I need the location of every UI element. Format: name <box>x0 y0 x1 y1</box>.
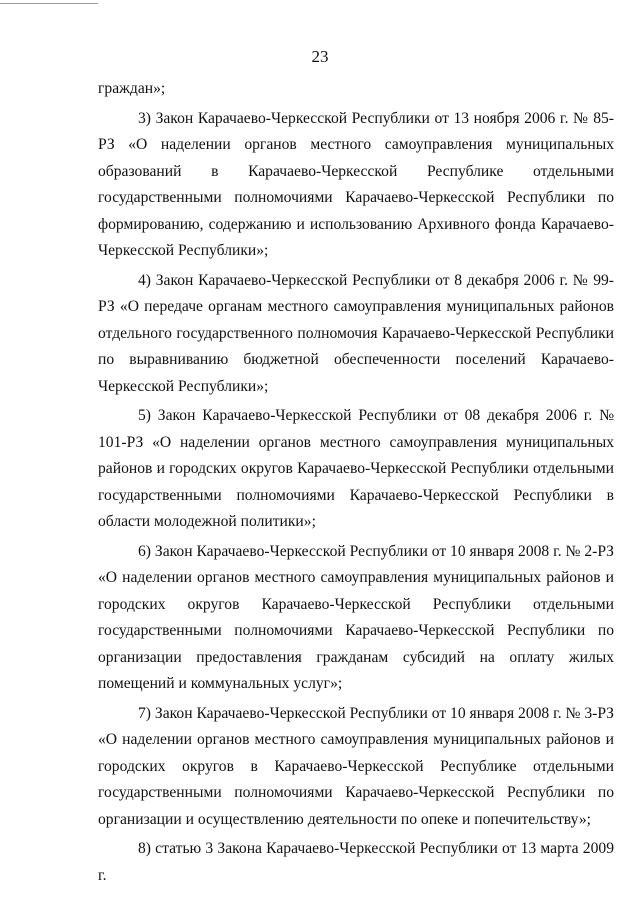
paragraph-item-7: 7) Закон Карачаево-Черкесской Республики от 10 января 2008 г. № 3-РЗ «О наделении органов местного самоуправления муниципальных районов и городских округов в Карачаево-Черкесской Республике отдельными государственными полномочиями Карачаево-Черкесской Республики по организации и осуществлению деятельности по опеке и попечительству»; <box>98 704 614 828</box>
scan-corner-mark <box>0 0 98 4</box>
paragraph-item-6: 6) Закон Карачаево-Черкесской Республики от 10 января 2008 г. № 2-РЗ «О наделении органов местного самоуправления муниципальных районов и городских округов Карачаево-Черкесской Республики отдельными государственными полномочиями Карачаево-Черкесской Республики по организации предоставления гражданам субсидий на оплату жилых помещений и коммунальных услуг»; <box>98 542 614 692</box>
page-number: 23 <box>311 47 329 66</box>
paragraph-continuation: граждан»; <box>98 80 166 97</box>
paragraph-item-5: 5) Закон Карачаево-Черкесской Республики от 08 декабря 2006 г. № 101-РЗ «О наделении органов местного самоуправления муниципальных районов и городских округов Карачаево-Черкесской Республики отдельными государственными полномочиями Карачаево-Черкесской Республики в области молодежной политики»; <box>98 407 614 530</box>
paragraph-item-4: 4) Закон Карачаево-Черкесской Республики от 8 декабря 2006 г. № 99-РЗ «О передаче органам местного самоуправления муниципальных районов отдельного государственного полномочия Карачаево-Черкесской Республики по выравниванию бюджетной обеспеченности поселений Карачаево-Черкесской Республики»; <box>98 271 614 395</box>
paragraph-item-8: 8) статью 3 Закона Карачаево-Черкесской Республики от 13 марта 2009 г. <box>98 840 614 884</box>
document-body <box>98 76 614 892</box>
paragraph-item-3: 3) Закон Карачаево-Черкесской Республики от 13 ноября 2006 г. № 85-РЗ «О наделении органов местного самоуправления муниципальных образований в Карачаево-Черкесской Республике отдельными государственными полномочиями Карачаево-Черкесской Республики по формированию, содержанию и использованию Архивного фонда Карачаево-Черкесской Республики»; <box>98 109 614 259</box>
